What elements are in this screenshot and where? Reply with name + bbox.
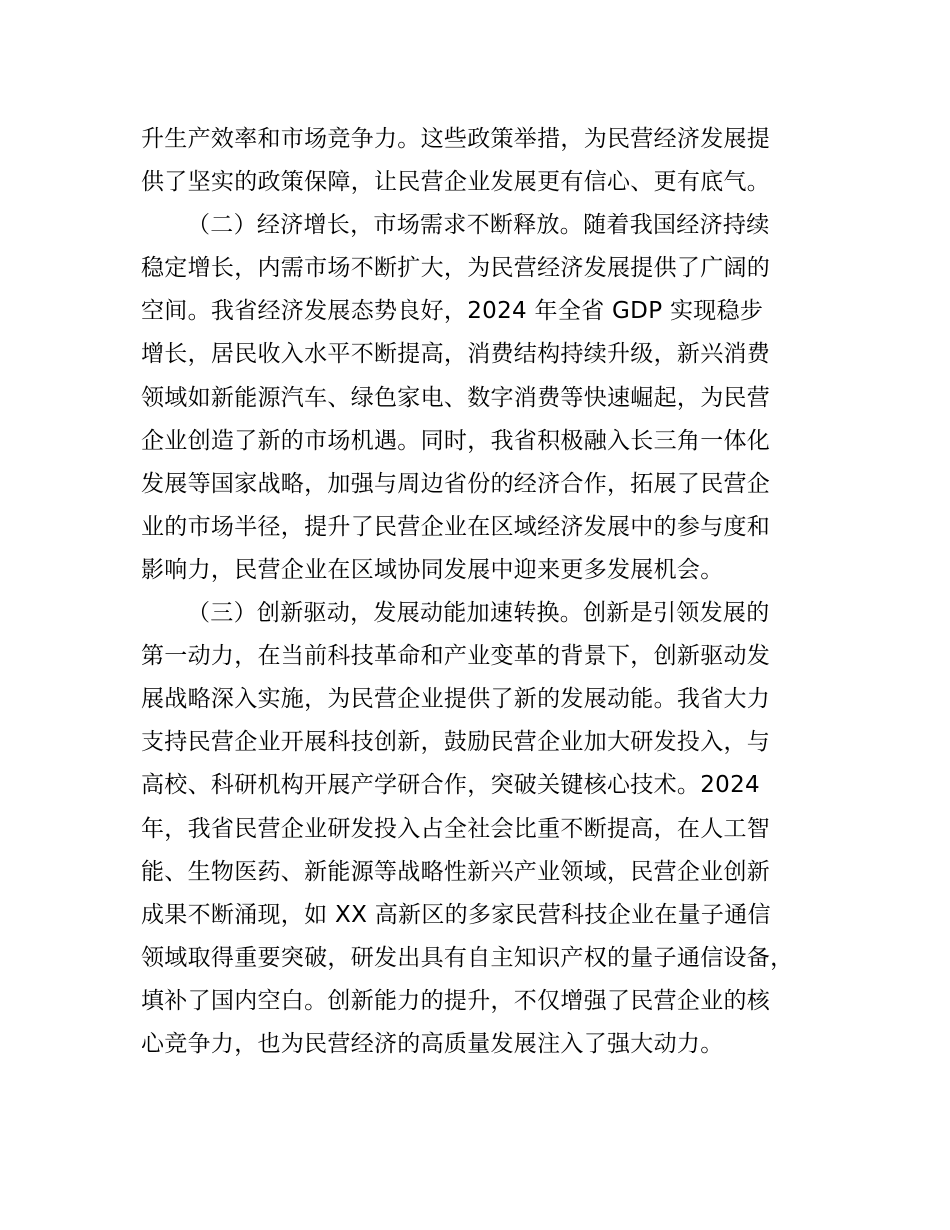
text-line: 供了坚实的政策保障，让民营企业发展更有信心、更有底气。 (141, 169, 771, 196)
text-line: 影响力，民营企业在区域协同发展中迎来更多发展机会。 (141, 556, 724, 583)
text-line: 支持民营企业开展科技创新，鼓励民营企业加大研发投入，与 (141, 729, 771, 756)
text-line: 领域取得重要突破，研发出具有自主知识产权的量子通信设备， (141, 944, 794, 971)
text-line: 能、生物医药、新能源等战略性新兴产业领域，民营企业创新 (141, 858, 771, 885)
text-line: 年，我省民营企业研发投入占全社会比重不断提高，在人工智 (141, 815, 771, 842)
text-line: 空间。我省经济发展态势良好，2024 年全省 GDP 实现稳步 (141, 298, 764, 325)
text-line: 业的市场半径，提升了民营企业在区域经济发展中的参与度和 (141, 513, 771, 540)
paragraph-section-2 (141, 204, 841, 592)
text-line: 领域如新能源汽车、绿色家电、数字消费等快速崛起，为民营 (141, 384, 771, 411)
paragraph-section-3 (141, 592, 841, 1066)
text-line: 企业创造了新的市场机遇。同时，我省积极融入长三角一体化 (141, 427, 771, 454)
text-line: 升生产效率和市场竞争力。这些政策举措，为民营经济发展提 (141, 126, 771, 152)
text-line: 填补了国内空白。创新能力的提升，不仅增强了民营企业的核 (141, 987, 771, 1014)
paragraph-continuation (141, 118, 841, 204)
text-line: 稳定增长，内需市场不断扩大，为民营经济发展提供了广阔的 (141, 255, 771, 282)
text-line: 心竞争力，也为民营经济的高质量发展注入了强大动力。 (141, 1030, 724, 1057)
text-line: 第一动力，在当前科技革命和产业变革的背景下，创新驱动发 (141, 643, 771, 670)
document-body (141, 118, 841, 1066)
text-line: 成果不断涌现，如 XX 高新区的多家民营科技企业在量子通信 (141, 901, 771, 928)
text-line: （三）创新驱动，发展动能加速转换。创新是引领发展的 (187, 600, 770, 627)
text-line: 展战略深入实施，为民营企业提供了新的发展动能。我省大力 (141, 686, 771, 713)
text-line: （二）经济增长，市场需求不断释放。随着我国经济持续 (187, 212, 770, 239)
text-line: 发展等国家战略，加强与周边省份的经济合作，拓展了民营企 (141, 470, 771, 497)
text-line: 增长，居民收入水平不断提高，消费结构持续升级，新兴消费 (141, 341, 771, 368)
text-line: 高校、科研机构开展产学研合作，突破关键核心技术。2024 (141, 772, 760, 799)
